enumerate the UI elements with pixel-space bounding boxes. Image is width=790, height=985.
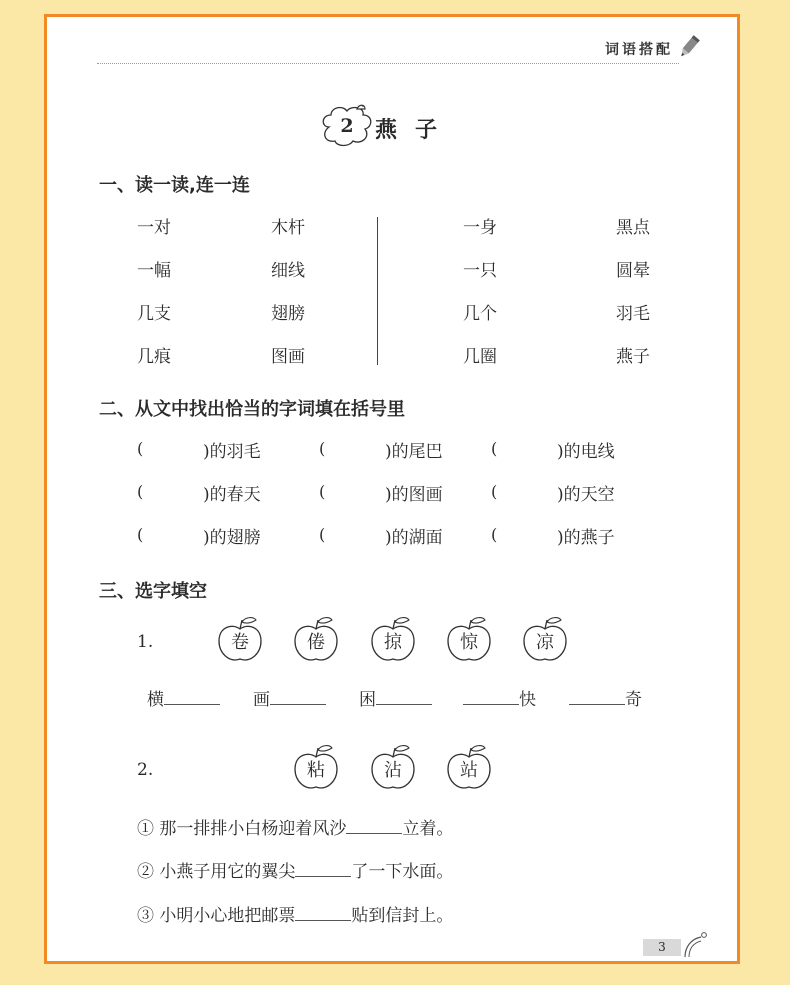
column-divider (377, 217, 378, 365)
fill-paren-open: ( (319, 525, 326, 544)
match-right-b-1: 黑点 (616, 218, 650, 238)
q2-sentence (137, 901, 453, 926)
match-right-b-2: 圆晕 (616, 261, 650, 281)
q1-item (253, 685, 326, 710)
blank-line[interactable] (569, 690, 625, 705)
apple-choice (215, 615, 265, 665)
q1-item-before: 横 (147, 690, 164, 710)
blank-line[interactable] (463, 690, 519, 705)
sentence-after: 立着。 (402, 819, 454, 839)
sentence-before: 小明小心地把邮票 (159, 906, 296, 926)
choice-char: 凉 (536, 632, 554, 653)
section3-heading: 三、选字填空 (99, 581, 207, 602)
fill-paren-open: ( (319, 482, 326, 501)
swirl-decoration-icon (681, 929, 709, 959)
fill-phrase: )的燕子 (557, 528, 615, 548)
match-left-a-1: 一对 (137, 218, 171, 238)
choice-char: 倦 (307, 632, 325, 653)
fill-paren-open: ( (137, 439, 144, 458)
page-number: 3 (643, 939, 681, 956)
fill-phrase: )的天空 (557, 485, 615, 505)
fill-paren-open: ( (491, 439, 498, 458)
lesson-number: 2 (340, 115, 354, 137)
sentence-number: ② (137, 862, 154, 882)
fill-phrase: )的图画 (385, 485, 443, 505)
fill-phrase: )的电线 (557, 442, 615, 462)
lesson-title: 燕子 (375, 117, 456, 143)
blank-line[interactable] (295, 862, 351, 877)
section1-heading: 一、读一读,连一连 (99, 175, 250, 196)
q1-item (569, 685, 642, 710)
q1-item (359, 685, 432, 710)
fill-paren-open: ( (491, 525, 498, 544)
match-left-a-2: 一幅 (137, 261, 171, 281)
match-right-a-1: 一身 (463, 218, 497, 238)
fill-paren-open: ( (137, 525, 144, 544)
q2-sentence (137, 857, 453, 882)
match-right-b-3: 羽毛 (616, 304, 650, 324)
q1-item (463, 685, 536, 710)
q1-item-after: 快 (519, 690, 536, 710)
fill-phrase: )的尾巴 (385, 442, 443, 462)
match-left-b-1: 木杆 (271, 218, 305, 238)
sentence-number: ③ (137, 906, 154, 926)
q1-item (147, 685, 220, 710)
apple-choice (368, 743, 418, 793)
match-left-a-3: 几支 (137, 304, 171, 324)
sentence-number: ① (137, 819, 154, 839)
blank-line[interactable] (164, 690, 220, 705)
apple-choice (444, 615, 494, 665)
sentence-after: 贴到信封上。 (351, 906, 454, 926)
q1-item-before: 困 (359, 690, 376, 710)
match-left-b-4: 图画 (271, 347, 305, 367)
q1-label: 1. (137, 632, 154, 652)
apple-choice (368, 615, 418, 665)
header-title: 词语搭配 (605, 42, 673, 58)
q1-item-after: 奇 (625, 690, 642, 710)
sentence-before: 那一排排小白杨迎着风沙 (159, 819, 347, 839)
blank-line[interactable] (270, 690, 326, 705)
match-right-a-4: 几圈 (463, 347, 497, 367)
apple-choice (444, 743, 494, 793)
match-left-a-4: 几痕 (137, 347, 171, 367)
choice-char: 站 (460, 760, 478, 781)
worksheet-page (44, 14, 740, 964)
fill-paren-open: ( (137, 482, 144, 501)
apple-choice (291, 743, 341, 793)
match-right-b-4: 燕子 (616, 347, 650, 367)
match-left-b-3: 翅膀 (271, 304, 305, 324)
section2-heading: 二、从文中找出恰当的字词填在括号里 (99, 399, 405, 420)
blank-line[interactable] (376, 690, 432, 705)
apple-choice (520, 615, 570, 665)
header-divider (97, 63, 679, 64)
match-left-b-2: 细线 (271, 261, 305, 281)
sentence-before: 小燕子用它的翼尖 (159, 862, 296, 882)
fill-phrase: )的羽毛 (203, 442, 261, 462)
fill-phrase: )的春天 (203, 485, 261, 505)
choice-char: 粘 (307, 760, 325, 781)
pencil-icon (677, 34, 701, 60)
choice-char: 惊 (460, 632, 478, 653)
q2-label: 2. (137, 760, 154, 780)
q1-item-before: 画 (253, 690, 270, 710)
fill-paren-open: ( (319, 439, 326, 458)
sentence-after: 了一下水面。 (351, 862, 454, 882)
blank-line[interactable] (346, 819, 402, 834)
match-right-a-2: 一只 (463, 261, 497, 281)
choice-char: 掠 (384, 632, 402, 653)
choice-char: 沾 (384, 760, 402, 781)
choice-char: 卷 (231, 632, 249, 653)
fill-paren-open: ( (491, 482, 498, 501)
apple-choice (291, 615, 341, 665)
fill-phrase: )的湖面 (385, 528, 443, 548)
blank-line[interactable] (295, 906, 351, 921)
fill-phrase: )的翅膀 (203, 528, 261, 548)
match-right-a-3: 几个 (463, 304, 497, 324)
q2-sentence (137, 814, 453, 839)
